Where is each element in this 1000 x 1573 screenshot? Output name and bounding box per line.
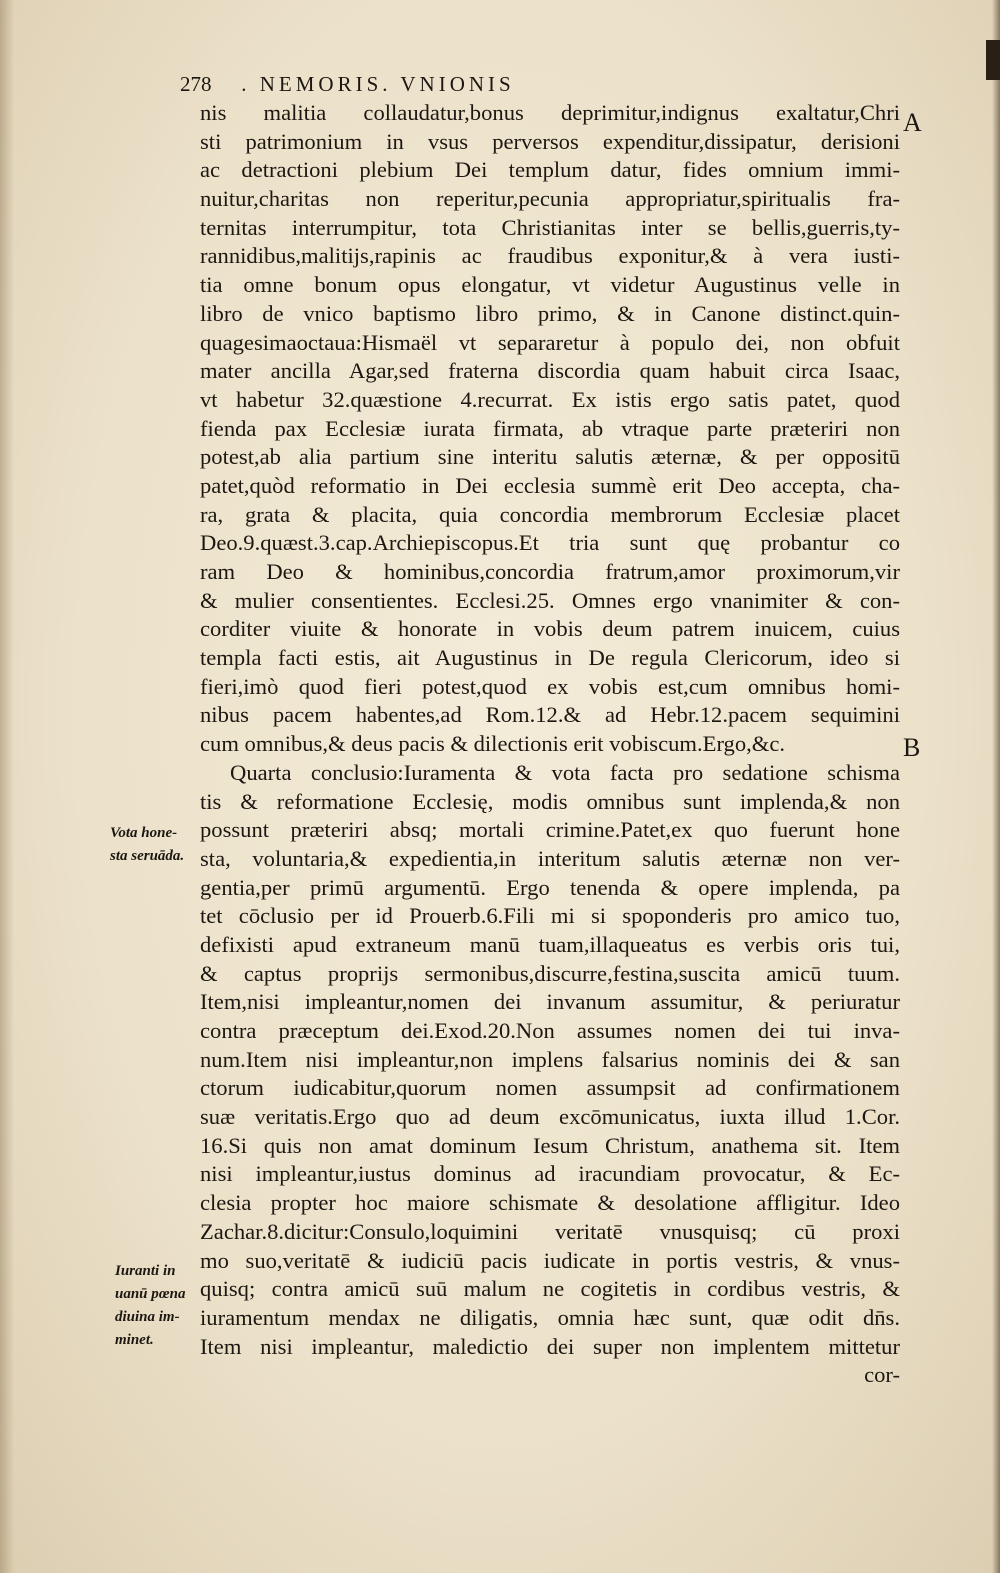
text-line: ctorum iudicabitur,quorum nomen assumpsit ad confirmationem xyxy=(200,1075,900,1101)
section-letter-b: B xyxy=(903,733,921,762)
page-number: 278 xyxy=(180,72,212,96)
text-line: fieri,imò quod fieri potest,quod ex vobis est,cum omnibus homi- xyxy=(200,673,900,699)
text-line: tia omne bonum opus elongatur, vt videtur Augustinus velle in xyxy=(200,272,900,298)
marginal-note-line: minet. xyxy=(115,1332,154,1348)
running-head xyxy=(180,72,515,97)
text-line: possunt præteriri absq; mortali crimine.Patet,ex quo fuerunt hone xyxy=(200,817,900,843)
marginal-note-line: Vota hone- xyxy=(110,825,178,841)
marginal-note-line: diuina im- xyxy=(115,1309,180,1325)
marginal-note-vota xyxy=(110,822,184,868)
text-line: & mulier consentientes. Ecclesi.25. Omnes ergo vnanimiter & con- xyxy=(200,587,900,613)
marginal-note-iuranti xyxy=(115,1260,185,1352)
running-title: . NEMORIS. VNIONIS xyxy=(241,72,515,96)
text-line: sta, voluntaria,& expedientia,in interitum salutis æternæ non ver- xyxy=(200,845,900,871)
page-edge-shadow xyxy=(992,0,1000,1573)
text-line: clesia propter hoc maiore schismate & desolatione affligitur. Ideo xyxy=(200,1190,900,1216)
catchword: cor- xyxy=(864,1362,900,1388)
text-line: & captus proprijs sermonibus,discurre,festina,suscita amicū tuum. xyxy=(200,960,900,986)
text-line: gentia,per primū argumentū. Ergo tenenda & opere implenda, pa xyxy=(200,874,900,900)
text-line: Deo.9.quæst.3.cap.Archiepiscopus.Et tria sunt quę probantur co xyxy=(200,530,900,556)
text-line: vt habetur 32.quæstione 4.recurrat. Ex istis ergo satis patet, quod xyxy=(200,386,900,412)
text-line: mater ancilla Agar,sed fraterna discordia quam habuit circa Isaac, xyxy=(200,358,900,384)
text-line: sti patrimonium in vsus perversos expenditur,dissipatur, derisioni xyxy=(200,128,900,154)
section-letter-a: A xyxy=(903,108,922,137)
text-line: nibus pacem habentes,ad Rom.12.& ad Hebr.12.pacem sequimini xyxy=(200,702,900,728)
text-line: quagesimaoctaua:Hismaël vt separaretur à populo dei, non obfuit xyxy=(200,329,900,355)
text-line: nuitur,charitas non reperitur,pecunia appropriatur,spiritualis fra- xyxy=(200,186,900,212)
text-line: Item nisi impleantur, maledictio dei super non implentem mittetur xyxy=(200,1333,900,1359)
text-line: tet cōclusio per id Prouerb.6.Fili mi si spoponderis pro amico tuo, xyxy=(200,903,900,929)
marginal-note-line: sta seruāda. xyxy=(110,848,185,864)
text-line: tis & reformatione Ecclesię, modis omnibus sunt implenda,& non xyxy=(200,788,900,814)
text-line: cum omnibus,& deus pacis & dilectionis erit vobiscum.Ergo,&c. xyxy=(200,731,786,757)
text-line: nis malitia collaudatur,bonus deprimitur,indignus exaltatur,Chri xyxy=(200,100,900,125)
text-line: mo suo,veritatē & iudiciū pacis iudicate in portis vestris, & vnus- xyxy=(200,1247,900,1273)
text-line: Quarta conclusio:Iuramenta & vota facta pro sedatione schisma xyxy=(230,759,900,785)
text-line: fienda pax Ecclesiæ iurata firmata, ab vtraque parte præteriri non xyxy=(200,415,900,441)
text-line: num.Item nisi impleantur,non implens falsarius nominis dei & san xyxy=(200,1046,900,1072)
text-line: 16.Si quis non amat dominum Iesum Christum, anathema sit. Item xyxy=(200,1132,900,1158)
text-line: libro de vnico baptismo libro primo, & in Canone distinct.quin- xyxy=(200,300,900,326)
text-line: contra præceptum dei.Exod.20.Non assumes nomen dei tui inva- xyxy=(200,1018,900,1043)
text-line: Item,nisi impleantur,nomen dei invanum assumitur, & periuratur xyxy=(200,989,900,1015)
text-line: patet,quòd reformatio in Dei ecclesia summè erit Deo accepta, cha- xyxy=(200,472,900,498)
text-line: quisq; contra amicū suū malum ne cogitetis in cordibus vestris, & xyxy=(200,1276,900,1302)
text-line: suæ veritatis.Ergo quo ad deum excōmunicatus, iuxta illud 1.Cor. xyxy=(200,1104,900,1130)
spine-shadow xyxy=(0,0,14,1573)
text-line: Zachar.8.dicitur:Consulo,loquimini veritatē vnusquisq; cū proxi xyxy=(200,1218,900,1244)
text-line: potest,ab alia partium sine interitu salutis æternæ, & per oppositū xyxy=(200,444,900,470)
marginal-note-line: uanū pœna xyxy=(115,1286,186,1302)
text-line: corditer viuite & honorate in vobis deum patrem inuicem, cuius xyxy=(200,616,900,642)
text-line: ternitas interrumpitur, tota Christianitas inter se bellis,guerris,ty- xyxy=(200,214,900,240)
marginal-note-line: Iuranti in xyxy=(115,1263,176,1279)
page-corner-mark xyxy=(986,40,1000,80)
text-line: defixisti apud extraneum manū tuam,illaqueatus es verbis oris tui, xyxy=(200,931,900,957)
text-line: templa facti estis, ait Augustinus in De regula Clericorum, ideo si xyxy=(200,645,900,671)
text-line: ra, grata & placita, quia concordia membrorum Ecclesiæ placet xyxy=(200,501,900,527)
text-line: ram Deo & hominibus,concordia fratrum,amor proximorum,vir xyxy=(200,559,900,584)
body-text xyxy=(200,99,900,1390)
text-line: ac detractioni plebium Dei templum datur, fides omnium immi- xyxy=(200,157,900,183)
text-line: iuramentum mendax ne diligatis, omnia hæc sunt, quæ odit dn̄s. xyxy=(200,1304,900,1330)
text-line: nisi impleantur,iustus dominus ad iracundiam provocatur, & Ec- xyxy=(200,1161,900,1187)
text-line: rannidibus,malitijs,rapinis ac fraudibus exponitur,& à vera iusti- xyxy=(200,243,900,269)
